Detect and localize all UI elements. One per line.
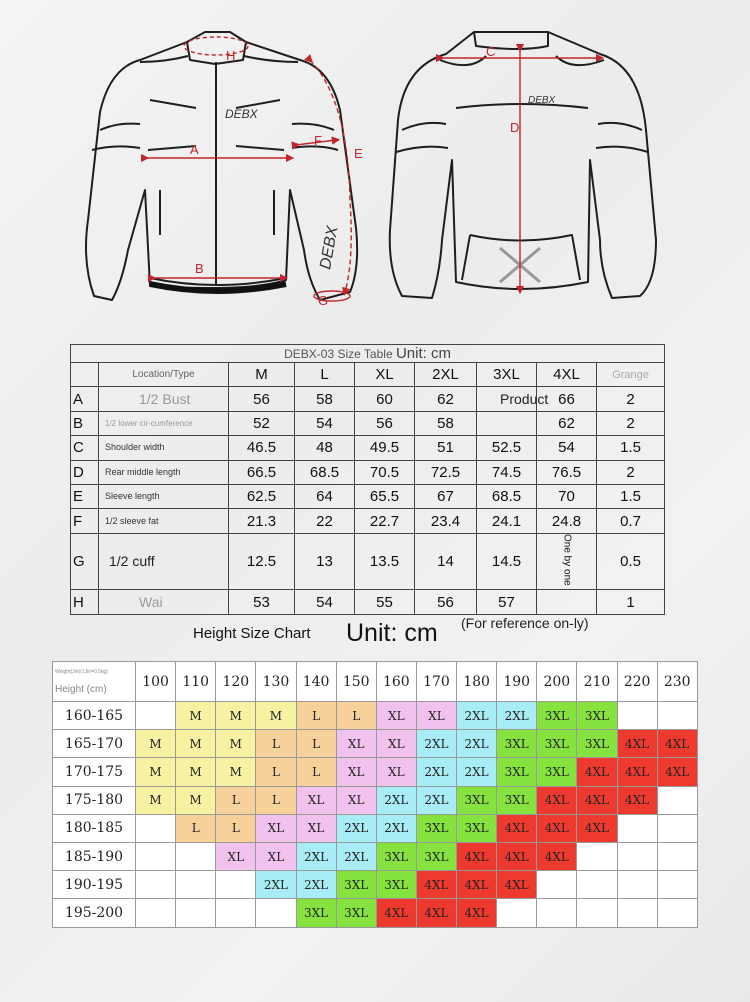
size-cell: 2XL: [497, 702, 537, 730]
size-cell: M: [216, 702, 256, 730]
row-letter: F: [71, 509, 99, 533]
size-cell: 2XL: [256, 871, 296, 899]
row-location: Wai: [99, 590, 229, 614]
size-value: 52: [229, 411, 295, 435]
size-cell: [657, 871, 697, 899]
grange-value: 2: [597, 387, 665, 411]
weight-header: 160: [376, 662, 416, 702]
size-cell: 4XL: [577, 786, 617, 814]
size-cell: M: [136, 786, 176, 814]
size-cell: 3XL: [336, 899, 376, 927]
size-cell: XL: [296, 786, 336, 814]
size-value: 56: [229, 387, 295, 411]
size-row-e: [71, 484, 665, 508]
height-row: [53, 758, 698, 786]
size-header: 4XL: [537, 363, 597, 387]
size-cell: 2XL: [457, 730, 497, 758]
size-cell: XL: [336, 786, 376, 814]
size-header: 3XL: [477, 363, 537, 387]
size-cell: 3XL: [537, 702, 577, 730]
weight-header: 180: [457, 662, 497, 702]
row-location: Shoulder width: [99, 436, 229, 460]
height-range-label: 180-185: [53, 814, 136, 842]
size-cell: 4XL: [617, 730, 657, 758]
size-value: [477, 411, 537, 435]
size-cell: 2XL: [296, 842, 336, 870]
size-cell: 3XL: [497, 730, 537, 758]
back-jacket-outline: [390, 32, 656, 298]
size-value: 56: [415, 590, 477, 614]
size-cell: L: [296, 702, 336, 730]
size-cell: M: [176, 730, 216, 758]
grange-value: 0.7: [597, 509, 665, 533]
size-cell: 2XL: [296, 871, 336, 899]
label-f: F: [314, 133, 322, 148]
size-value: 21.3: [229, 509, 295, 533]
size-cell: 4XL: [577, 814, 617, 842]
size-cell: 3XL: [416, 814, 456, 842]
size-cell: 4XL: [457, 871, 497, 899]
size-row-b: [71, 411, 665, 435]
size-cell: 3XL: [537, 758, 577, 786]
size-cell: [577, 871, 617, 899]
height-row: [53, 871, 698, 899]
size-value: 68.5: [295, 460, 355, 484]
size-value: 60: [355, 387, 415, 411]
size-cell: L: [216, 786, 256, 814]
size-cell: 4XL: [617, 786, 657, 814]
size-cell: [537, 899, 577, 927]
size-cell: [617, 702, 657, 730]
height-range-label: 175-180: [53, 786, 136, 814]
grange-value: 1.5: [597, 484, 665, 508]
size-header: M: [229, 363, 295, 387]
size-cell: 3XL: [416, 842, 456, 870]
front-brand-logo: DEBX: [225, 107, 258, 121]
size-cell: 4XL: [416, 899, 456, 927]
size-cell: [136, 871, 176, 899]
size-row-d: [71, 460, 665, 484]
row-letter: H: [71, 590, 99, 614]
size-value: 62.5: [229, 484, 295, 508]
size-value: 49.5: [355, 436, 415, 460]
size-value: 12.5: [229, 533, 295, 590]
height-chart-title: Height Size Chart: [193, 625, 311, 642]
height-range-label: 190-195: [53, 871, 136, 899]
size-cell: [176, 842, 216, 870]
size-cell: L: [296, 730, 336, 758]
row-letter: C: [71, 436, 99, 460]
height-chart-note: (For reference on-ly): [461, 615, 589, 631]
size-value: 58: [415, 411, 477, 435]
label-b: B: [195, 261, 204, 276]
size-cell: [136, 814, 176, 842]
label-e: E: [354, 146, 363, 161]
height-range-label: 160-165: [53, 702, 136, 730]
size-value: 22.7: [355, 509, 415, 533]
size-value: 67: [415, 484, 477, 508]
size-cell: [617, 871, 657, 899]
size-cell: 2XL: [336, 814, 376, 842]
sleeve-brand-logo: DEBX: [317, 224, 342, 271]
height-row: [53, 814, 698, 842]
size-cell: [216, 899, 256, 927]
row-letter: A: [71, 387, 99, 411]
size-cell: 3XL: [537, 730, 577, 758]
size-value: 70: [537, 484, 597, 508]
weight-header: 220: [617, 662, 657, 702]
size-value: 13.5: [355, 533, 415, 590]
size-cell: XL: [376, 702, 416, 730]
size-value: 23.4: [415, 509, 477, 533]
size-cell: M: [176, 758, 216, 786]
size-row-h: [71, 590, 665, 614]
size-cell: [136, 899, 176, 927]
weight-header: 170: [416, 662, 456, 702]
height-chart-unit: Unit: cm: [346, 619, 438, 647]
grange-value: 1.5: [597, 436, 665, 460]
label-a: A: [190, 142, 199, 157]
height-size-table: [52, 661, 698, 928]
size-cell: 4XL: [577, 758, 617, 786]
size-value: 24.1: [477, 509, 537, 533]
size-cell: XL: [336, 730, 376, 758]
size-cell: M: [216, 758, 256, 786]
size-cell: 2XL: [457, 758, 497, 786]
size-cell: [176, 899, 216, 927]
size-value: 66.5: [229, 460, 295, 484]
height-range-label: 195-200: [53, 899, 136, 927]
size-cell: L: [176, 814, 216, 842]
size-cell: 4XL: [497, 842, 537, 870]
size-value: 65.5: [355, 484, 415, 508]
size-cell: 3XL: [457, 786, 497, 814]
location-type-header: Location/Type: [99, 363, 229, 387]
front-jacket-outline: [86, 32, 357, 300]
back-brand-logo: DEBX: [528, 95, 556, 106]
size-value: 46.5: [229, 436, 295, 460]
label-d: D: [510, 120, 520, 135]
size-cell: XL: [296, 814, 336, 842]
size-cell: 4XL: [537, 842, 577, 870]
size-cell: 2XL: [416, 758, 456, 786]
size-value: 62: [537, 411, 597, 435]
weight-header: 110: [176, 662, 216, 702]
height-row: [53, 786, 698, 814]
size-value: 76.5: [537, 460, 597, 484]
height-row: [53, 730, 698, 758]
weight-header: 150: [336, 662, 376, 702]
size-cell: [216, 871, 256, 899]
size-value: 52.5: [477, 436, 537, 460]
row-letter: E: [71, 484, 99, 508]
size-cell: [537, 871, 577, 899]
size-cell: 4XL: [657, 758, 697, 786]
size-cell: [657, 899, 697, 927]
size-cell: 3XL: [336, 871, 376, 899]
weight-header: 120: [216, 662, 256, 702]
size-value: 68.5: [477, 484, 537, 508]
size-cell: 4XL: [617, 758, 657, 786]
size-cell: [577, 842, 617, 870]
label-c: C: [486, 44, 496, 59]
weight-header: 210: [577, 662, 617, 702]
size-cell: L: [256, 730, 296, 758]
size-cell: 4XL: [497, 814, 537, 842]
height-row: [53, 899, 698, 927]
size-value: 74.5: [477, 460, 537, 484]
size-cell: M: [216, 730, 256, 758]
size-value: [537, 590, 597, 614]
weight-header: 200: [537, 662, 577, 702]
size-value: 14: [415, 533, 477, 590]
grange-value: 2: [597, 460, 665, 484]
size-header: 2XL: [415, 363, 477, 387]
size-value: 48: [295, 436, 355, 460]
product-note: Product: [500, 391, 549, 407]
row-letter: D: [71, 460, 99, 484]
size-value: 66: [537, 387, 597, 411]
grange-header: Grange: [597, 363, 665, 387]
size-cell: XL: [376, 730, 416, 758]
size-value: 57: [477, 590, 537, 614]
size-cell: 3XL: [497, 758, 537, 786]
size-cell: [577, 899, 617, 927]
size-value: 13: [295, 533, 355, 590]
size-value: 54: [295, 411, 355, 435]
weight-header: 190: [497, 662, 537, 702]
size-value: 53: [229, 590, 295, 614]
size-table: [70, 344, 665, 615]
size-cell: L: [296, 758, 336, 786]
size-cell: 3XL: [376, 871, 416, 899]
row-location: 1/2 lower cir-cumference: [99, 411, 229, 435]
size-cell: 4XL: [497, 871, 537, 899]
weight-header: 100: [136, 662, 176, 702]
size-value: 70.5: [355, 460, 415, 484]
size-value: 56: [355, 411, 415, 435]
size-cell: XL: [416, 702, 456, 730]
size-cell: 3XL: [577, 730, 617, 758]
size-cell: L: [216, 814, 256, 842]
size-cell: 3XL: [497, 786, 537, 814]
size-cell: [657, 786, 697, 814]
measure-line-h: [184, 37, 248, 55]
size-cell: 2XL: [336, 842, 376, 870]
size-cell: L: [336, 702, 376, 730]
grange-value: 2: [597, 411, 665, 435]
size-cell: 4XL: [457, 899, 497, 927]
size-value: 14.5: [477, 533, 537, 590]
grange-value: 1: [597, 590, 665, 614]
weight-header: 130: [256, 662, 296, 702]
size-value: 62: [415, 387, 477, 411]
row-letter: B: [71, 411, 99, 435]
size-cell: L: [256, 786, 296, 814]
size-cell: XL: [336, 758, 376, 786]
row-location: Sleeve length: [99, 484, 229, 508]
size-row-a: [71, 387, 665, 411]
row-location: 1/2 sleeve fat: [99, 509, 229, 533]
size-value: 64: [295, 484, 355, 508]
size-cell: 4XL: [657, 730, 697, 758]
size-cell: [617, 814, 657, 842]
size-value: 22: [295, 509, 355, 533]
size-value: 51: [415, 436, 477, 460]
size-cell: 4XL: [537, 786, 577, 814]
size-value: One by one: [537, 533, 597, 590]
size-table-header-row: [71, 363, 665, 387]
size-value: 54: [537, 436, 597, 460]
size-cell: [176, 871, 216, 899]
size-cell: M: [256, 702, 296, 730]
size-cell: [657, 702, 697, 730]
size-cell: 3XL: [296, 899, 336, 927]
size-cell: 3XL: [457, 814, 497, 842]
size-cell: [136, 842, 176, 870]
size-cell: [617, 899, 657, 927]
height-axis-label: Height (cm): [55, 684, 107, 695]
height-row: [53, 702, 698, 730]
weight-axis-label: Weight(Jin)(1Jin=0.5kg): [55, 669, 108, 675]
size-cell: [657, 814, 697, 842]
size-cell: 2XL: [376, 814, 416, 842]
size-value: 55: [355, 590, 415, 614]
height-range-label: 185-190: [53, 842, 136, 870]
height-table-header-row: [53, 662, 698, 702]
size-table-title: DEBX-03 Size Table Unit: cm: [71, 345, 665, 363]
size-row-g: [71, 533, 665, 590]
size-cell: XL: [256, 842, 296, 870]
size-header: XL: [355, 363, 415, 387]
size-cell: [136, 702, 176, 730]
size-value: 54: [295, 590, 355, 614]
jacket-diagram: [0, 0, 750, 310]
size-cell: 3XL: [577, 702, 617, 730]
size-value: 24.8: [537, 509, 597, 533]
weight-header: 230: [657, 662, 697, 702]
size-cell: [256, 899, 296, 927]
size-cell: 4XL: [376, 899, 416, 927]
size-cell: 2XL: [416, 786, 456, 814]
label-h: H: [226, 48, 236, 63]
size-cell: [657, 842, 697, 870]
size-cell: M: [136, 730, 176, 758]
grange-value: 0.5: [597, 533, 665, 590]
size-cell: XL: [216, 842, 256, 870]
size-cell: 2XL: [376, 786, 416, 814]
size-cell: 2XL: [457, 702, 497, 730]
size-cell: 4XL: [457, 842, 497, 870]
size-cell: 3XL: [376, 842, 416, 870]
size-cell: [617, 842, 657, 870]
row-location: Rear middle length: [99, 460, 229, 484]
size-cell: 2XL: [416, 730, 456, 758]
label-g: G: [318, 293, 329, 308]
row-letter: G: [71, 533, 99, 590]
size-cell: M: [136, 758, 176, 786]
weight-height-corner: [53, 662, 136, 702]
weight-header: 140: [296, 662, 336, 702]
size-cell: XL: [256, 814, 296, 842]
height-range-label: 170-175: [53, 758, 136, 786]
size-cell: M: [176, 702, 216, 730]
height-row: [53, 842, 698, 870]
size-cell: 4XL: [416, 871, 456, 899]
row-location: 1/2 Bust: [99, 387, 229, 411]
size-cell: XL: [376, 758, 416, 786]
size-cell: L: [256, 758, 296, 786]
size-cell: 4XL: [537, 814, 577, 842]
height-range-label: 165-170: [53, 730, 136, 758]
size-header: L: [295, 363, 355, 387]
size-row-f: [71, 509, 665, 533]
size-row-c: [71, 436, 665, 460]
size-value: 72.5: [415, 460, 477, 484]
size-cell: [497, 899, 537, 927]
size-value: 58: [295, 387, 355, 411]
row-location: 1/2 cuff: [99, 533, 229, 590]
size-cell: M: [176, 786, 216, 814]
